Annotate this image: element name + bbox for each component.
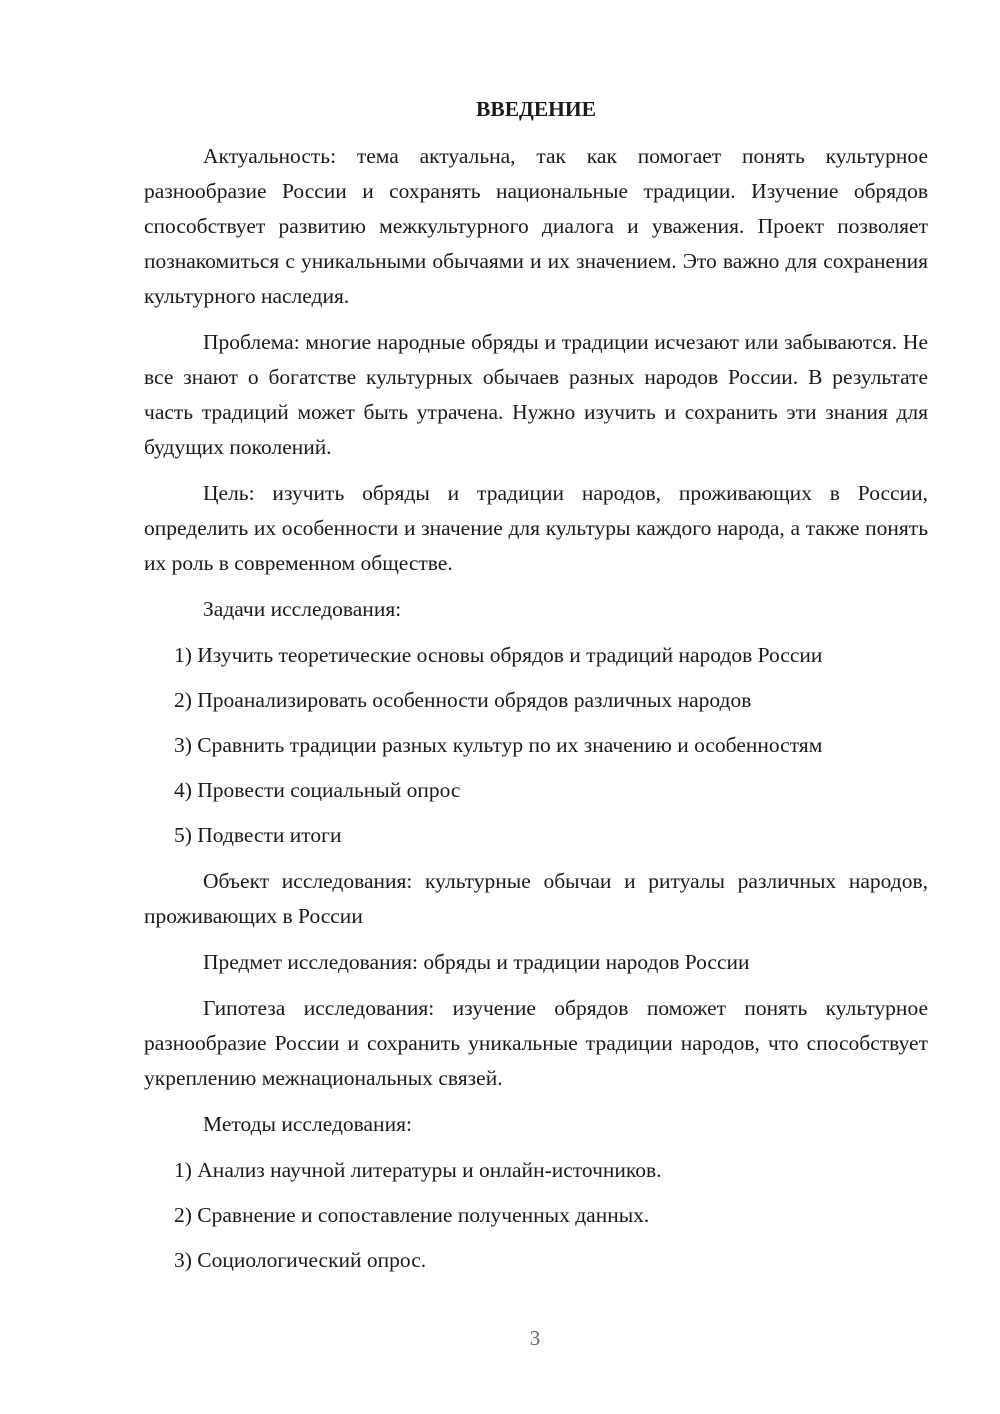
- problem-paragraph: Проблема: многие народные обряды и традиции исчезают или забываются. Не все знают о богатстве культурных обычаев разных народов России. В результате часть традиций может быть утрачена. Нужно изучить и сохранить эти знания для будущих поколений.: [144, 330, 928, 459]
- actuality-paragraph: Актуальность: тема актуальна, так как помогает понять культурное разнообразие России и сохранять национальные традиции. Изучение обрядов способствует развитию межкультурного диалога и уважения. Проект позволяет познакомиться с уникальными обычаями и их значением. Это важно для сохранения культурного наследия.: [144, 144, 928, 308]
- list-item: 5) Подвести итоги: [174, 823, 342, 847]
- list-item: 2) Сравнение и сопоставление полученных данных.: [174, 1203, 650, 1227]
- hypothesis-paragraph: Гипотеза исследования: изучение обрядов поможет понять культурное разнообразие России и сохранить уникальные традиции народов, что способствует укреплению межнациональных связей.: [144, 996, 928, 1090]
- subject-paragraph: Предмет исследования: обряды и традиции народов России: [203, 950, 750, 974]
- tasks-list: [144, 638, 928, 853]
- list-item: 1) Изучить теоретические основы обрядов и традиций народов России: [174, 643, 823, 667]
- list-item: 1) Анализ научной литературы и онлайн-источников.: [174, 1158, 662, 1182]
- list-item: 3) Сравнить традиции разных культур по их значению и особенностям: [174, 733, 823, 757]
- methods-list: [144, 1153, 928, 1278]
- tasks-heading: Задачи исследования:: [203, 597, 402, 621]
- list-item: 3) Социологический опрос.: [174, 1248, 427, 1272]
- list-item: 4) Провести социальный опрос: [174, 778, 461, 802]
- list-item: 2) Проанализировать особенности обрядов различных народов: [174, 688, 752, 712]
- object-paragraph: Объект исследования: культурные обычаи и ритуалы различных народов, проживающих в России: [144, 869, 928, 928]
- section-title: ВВЕДЕНИЕ: [476, 97, 596, 121]
- page-number: 3: [529, 1326, 541, 1350]
- methods-heading: Методы исследования:: [203, 1112, 412, 1136]
- document-page: [144, 92, 928, 1289]
- goal-paragraph: Цель: изучить обряды и традиции народов, проживающих в России, определить их особенности и значение для культуры каждого народа, а также понять их роль в современном обществе.: [144, 481, 928, 575]
